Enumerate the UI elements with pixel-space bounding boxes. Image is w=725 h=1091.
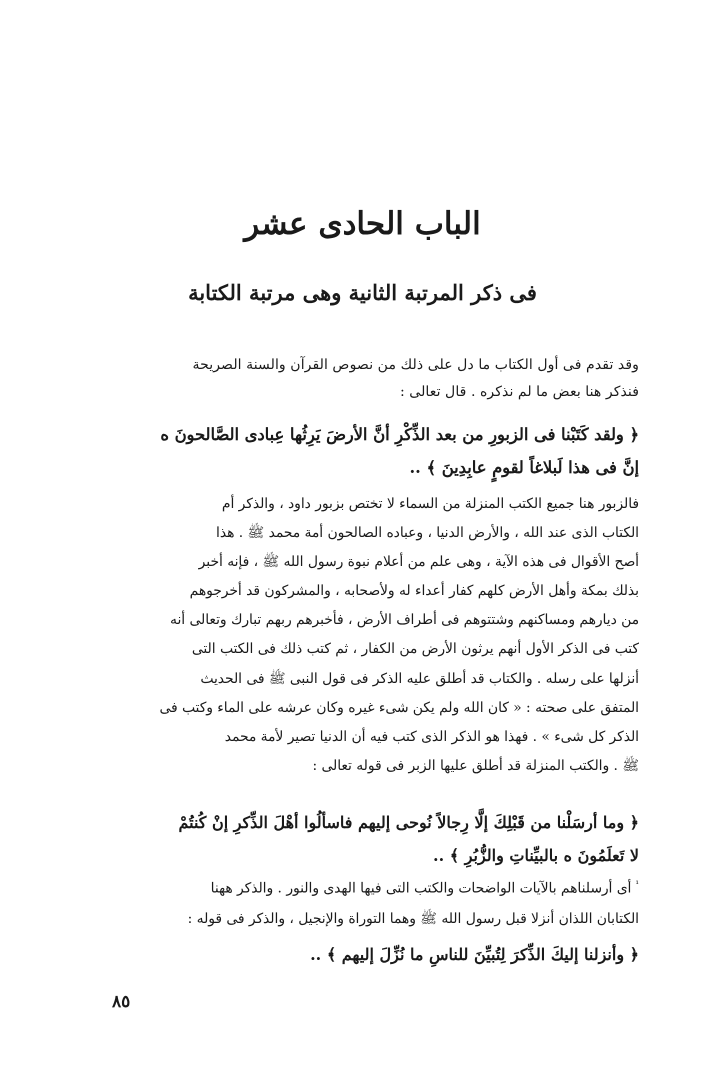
footnote-paragraph — [92, 870, 639, 934]
text-line: الكتابان اللذان أنزلا قبل رسول الله ﷺ وهما التوراة والإنجيل ، والذكر فى قوله : — [187, 910, 639, 927]
quran-verse-2 — [92, 806, 639, 872]
text-line: وقد تقدم فى أول الكتاب ما دل على ذلك من نصوص القرآن والسنة الصريحة — [192, 357, 639, 373]
quran-verse-1 — [92, 418, 639, 484]
text-line: الكتاب الذى عند الله ، والأرض الدنيا ، وعباده الصالحون أمة محمد ﷺ . هذا — [216, 525, 639, 542]
verse-line: إنَّ فى هذا لَبلاغاً لقومٍ عابِدِينَ ﴾ .. — [409, 458, 639, 477]
verse-line: ﴿ وما أرسَلْنا من قَبْلِكَ إلَّا رِجالاً نُوحى إليهم فاسألُوا أهْلَ الذِّكرِ إنْ كُنتُمْ — [178, 813, 639, 832]
chapter-subtitle: فى ذكر المرتبة الثانية وهى مرتبة الكتابة — [188, 280, 537, 305]
text-line — [92, 870, 639, 904]
text-line: فالزبور هنا جميع الكتب المنزلة من السماء لا تختص بزبور داود ، والذكر أم — [221, 496, 639, 512]
text-line: من ديارهم ومساكنهم وشتتوهم فى أطراف الأرض ، فأخبرهم ربهم تبارك وتعالى أنه — [170, 612, 639, 629]
text-line: فنذكر هنا بعض ما لم نذكره . قال تعالى : — [399, 384, 639, 400]
commentary-paragraph — [92, 490, 639, 781]
footnote-marker: ¹ — [635, 880, 639, 890]
text-line: ﷺ . والكتب المنزلة قد أطلق عليها الزبر فى قوله تعالى : — [312, 757, 639, 774]
verse-line: ﴿ ولقد كَتَبْنا فى الزبورِ من بعد الذِّكْرِ أنَّ الأرضَ يَرِثُها عِبادى الصَّالحونَ ه — [160, 425, 639, 444]
text-line: أنزلها على رسله . والكتاب قد أطلق عليه الذكر فى قول النبى ﷺ فى الحديث — [200, 670, 639, 687]
footnote-text: أى أرسلناهم بالآيات الواضحات والكتب التى فيها الهدى والنور . والذكر ههنا — [210, 880, 632, 897]
page-number: ٨٥ — [112, 992, 131, 1012]
verse-line: ﴿ وأنزلنا إليكَ الذِّكرَ لِتُبيِّنَ للناسِ ما نُزِّلَ إليهم ﴾ .. — [310, 945, 639, 964]
verse-line: لا تَعلَمُونَ ه بالبيِّناتِ والزُّبُرِ ﴾ .. — [433, 846, 639, 865]
quran-verse-3 — [92, 940, 639, 970]
intro-paragraph — [92, 352, 639, 406]
text-line: كتب فى الذكر الأول أنهم يرثون الأرض من الكفار ، ثم كتب ذلك فى الكتب التى — [191, 641, 639, 658]
text-line: الذكر كل شىء » . فهذا هو الذكر الذى كتب فيه أن الدنيا تصير لأمة محمد — [224, 728, 639, 745]
text-line: المتفق على صحته : « كان الله ولم يكن شىء غيره وكان عرشه على الماء وكتب فى — [159, 699, 639, 716]
text-line: بذلك بمكة وأهل الأرض كلهم كفار أعداء له ولأصحابه ، والمشركون قد أخرجوهم — [189, 583, 639, 600]
chapter-title: الباب الحادى عشر — [244, 206, 481, 242]
text-line: أصح الأقوال فى هذه الآية ، وهى علم من أعلام نبوة رسول الله ﷺ ، فإنه أخبر — [198, 554, 639, 571]
